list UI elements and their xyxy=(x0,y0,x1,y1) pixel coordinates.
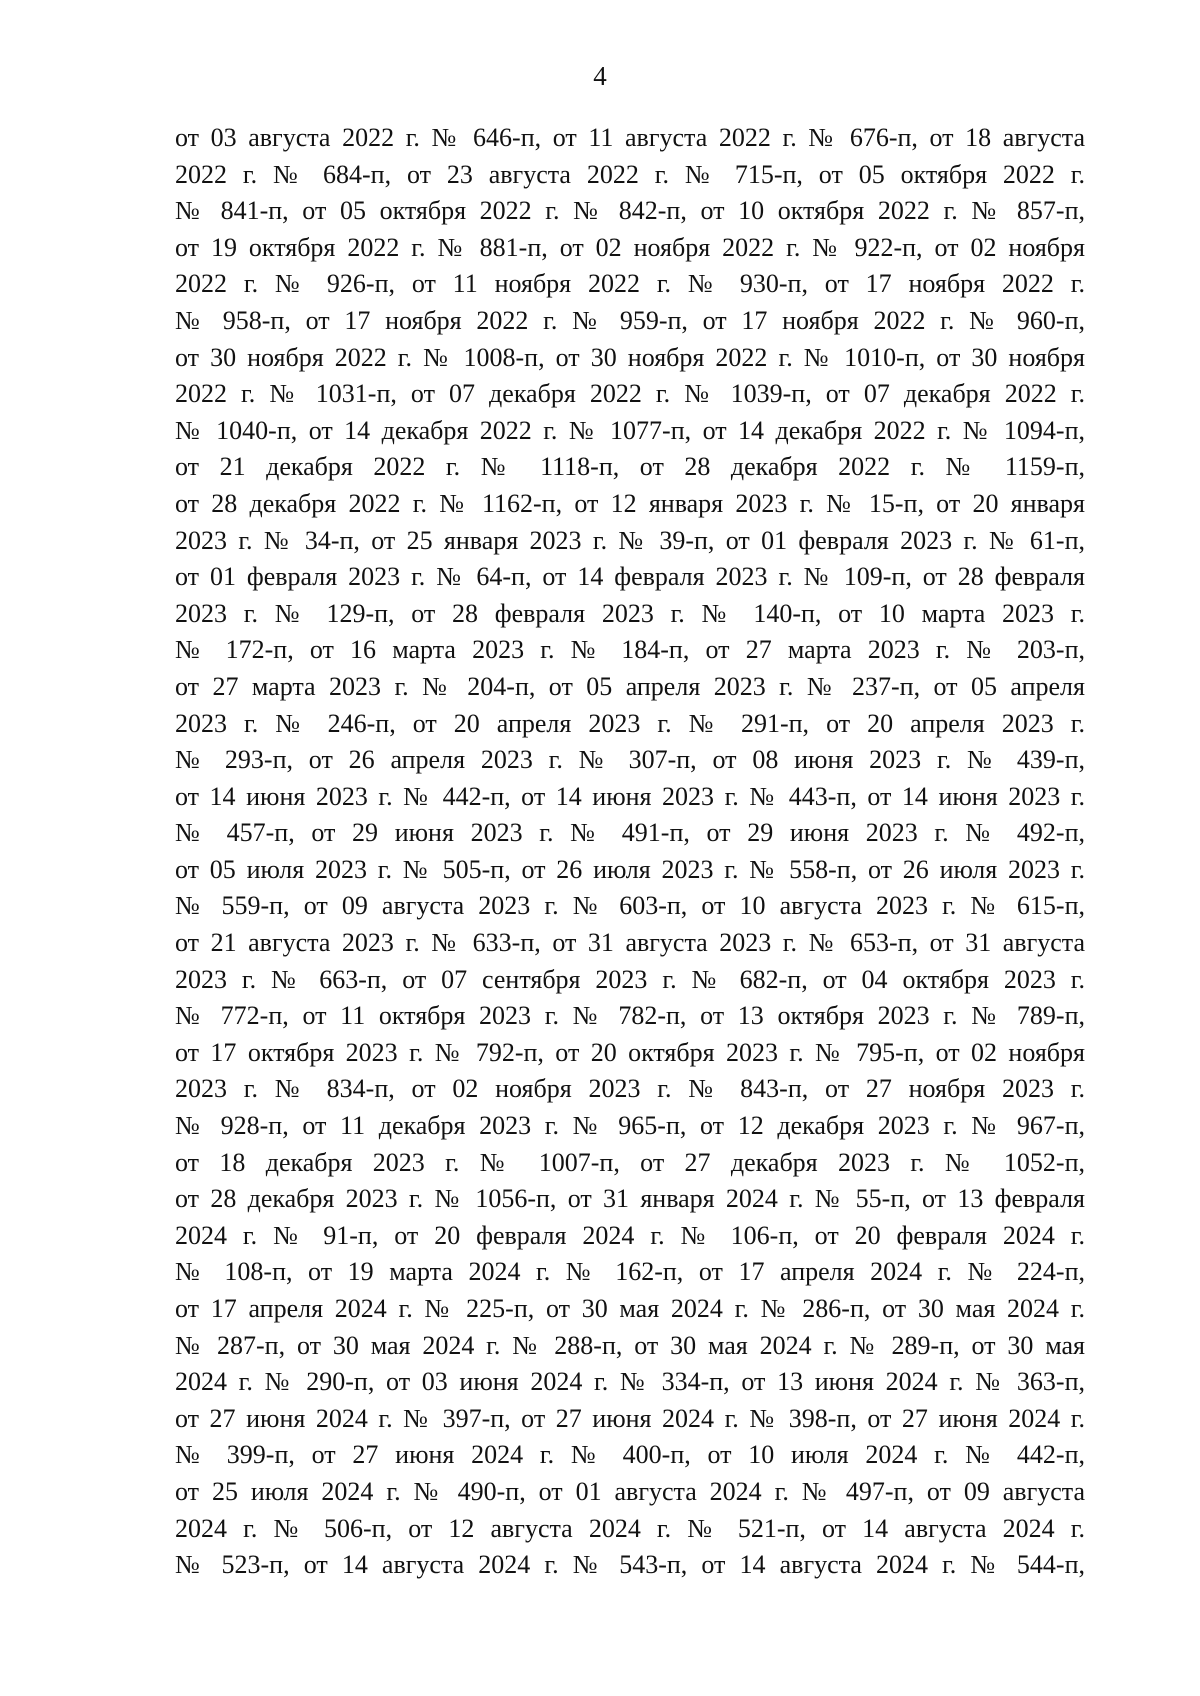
text-line: от 21 августа 2023 г. № 633-п, от 31 августа 2023 г. № 653-п, от 31 августа xyxy=(175,928,1085,958)
text-line: от 05 июля 2023 г. № 505-п, от 26 июля 2023 г. № 558-п, от 26 июля 2023 г. xyxy=(175,854,1085,884)
text-line: № 108-п, от 19 марта 2024 г. № 162-п, от 17 апреля 2024 г. № 224-п, xyxy=(175,1257,1085,1287)
text-line: № 287-п, от 30 мая 2024 г. № 288-п, от 30 мая 2024 г. № 289-п, от 30 мая xyxy=(175,1330,1085,1360)
text-line: 2024 г. № 91-п, от 20 февраля 2024 г. № 106-п, от 20 февраля 2024 г. xyxy=(175,1220,1085,1250)
text-line: № 958-п, от 17 ноября 2022 г. № 959-п, от 17 ноября 2022 г. № 960-п, xyxy=(175,305,1085,335)
text-line: от 01 февраля 2023 г. № 64-п, от 14 февраля 2023 г. № 109-п, от 28 февраля xyxy=(175,562,1085,592)
page-number: 4 xyxy=(593,61,607,91)
text-line: 2024 г. № 290-п, от 03 июня 2024 г. № 334-п, от 13 июня 2024 г. № 363-п, xyxy=(175,1367,1085,1397)
text-line: от 14 июня 2023 г. № 442-п, от 14 июня 2023 г. № 443-п, от 14 июня 2023 г. xyxy=(175,781,1085,811)
text-line: от 18 декабря 2023 г. № 1007-п, от 27 декабря 2023 г. № 1052-п, xyxy=(175,1147,1085,1177)
text-line: № 1040-п, от 14 декабря 2022 г. № 1077-п, от 14 декабря 2022 г. № 1094-п, xyxy=(175,415,1085,445)
text-line: от 21 декабря 2022 г. № 1118-п, от 28 декабря 2022 г. № 1159-п, xyxy=(175,452,1085,482)
text-line: от 25 июля 2024 г. № 490-п, от 01 августа 2024 г. № 497-п, от 09 августа xyxy=(175,1476,1085,1506)
text-line: 2022 г. № 684-п, от 23 августа 2022 г. № 715-п, от 05 октября 2022 г. xyxy=(175,159,1085,189)
text-line: 2022 г. № 926-п, от 11 ноября 2022 г. № 930-п, от 17 ноября 2022 г. xyxy=(175,269,1085,299)
text-line: № 928-п, от 11 декабря 2023 г. № 965-п, от 12 декабря 2023 г. № 967-п, xyxy=(175,1111,1085,1141)
text-line: 2022 г. № 1031-п, от 07 декабря 2022 г. № 1039-п, от 07 декабря 2022 г. xyxy=(175,379,1085,409)
text-line: 2023 г. № 34-п, от 25 января 2023 г. № 39-п, от 01 февраля 2023 г. № 61-п, xyxy=(175,525,1085,555)
text-line: № 399-п, от 27 июня 2024 г. № 400-п, от 10 июля 2024 г. № 442-п, xyxy=(175,1440,1085,1470)
text-line: от 17 апреля 2024 г. № 225-п, от 30 мая 2024 г. № 286-п, от 30 мая 2024 г. xyxy=(175,1294,1085,1323)
text-line: 2024 г. № 506-п, от 12 августа 2024 г. № 521-п, от 14 августа 2024 г. xyxy=(175,1513,1085,1543)
text-line: № 457-п, от 29 июня 2023 г. № 491-п, от 29 июня 2023 г. № 492-п, xyxy=(175,818,1085,848)
text-line: от 28 декабря 2022 г. № 1162-п, от 12 января 2023 г. № 15-п, от 20 января xyxy=(175,488,1085,518)
body-text xyxy=(175,120,1085,1584)
text-line: № 172-п, от 16 марта 2023 г. № 184-п, от 27 марта 2023 г. № 203-п, xyxy=(175,635,1085,665)
text-line: № 559-п, от 09 августа 2023 г. № 603-п, от 10 августа 2023 г. № 615-п, xyxy=(175,891,1085,921)
text-line: от 19 октября 2022 г. № 881-п, от 02 ноября 2022 г. № 922-п, от 02 ноября xyxy=(175,232,1085,262)
text-line: № 293-п, от 26 апреля 2023 г. № 307-п, от 08 июня 2023 г. № 439-п, xyxy=(175,745,1085,775)
text-line: от 17 октября 2023 г. № 792-п, от 20 октября 2023 г. № 795-п, от 02 ноября xyxy=(175,1037,1085,1067)
text-line: 2023 г. № 129-п, от 28 февраля 2023 г. № 140-п, от 10 марта 2023 г. xyxy=(175,598,1085,628)
text-line: от 27 июня 2024 г. № 397-п, от 27 июня 2024 г. № 398-п, от 27 июня 2024 г. xyxy=(175,1403,1085,1433)
text-line: от 27 марта 2023 г. № 204-п, от 05 апреля 2023 г. № 237-п, от 05 апреля xyxy=(175,671,1085,701)
text-line: от 03 августа 2022 г. № 646-п, от 11 августа 2022 г. № 676-п, от 18 августа xyxy=(175,123,1085,152)
text-line: № 523-п, от 14 августа 2024 г. № 543-п, от 14 августа 2024 г. № 544-п, xyxy=(175,1550,1085,1580)
text-line: 2023 г. № 663-п, от 07 сентября 2023 г. № 682-п, от 04 октября 2023 г. xyxy=(175,964,1085,994)
text-line: 2023 г. № 834-п, от 02 ноября 2023 г. № 843-п, от 27 ноября 2023 г. xyxy=(175,1074,1085,1104)
text-line: № 841-п, от 05 октября 2022 г. № 842-п, от 10 октября 2022 г. № 857-п, xyxy=(175,196,1085,226)
text-line: № 772-п, от 11 октября 2023 г. № 782-п, от 13 октября 2023 г. № 789-п, xyxy=(175,1001,1085,1031)
text-line: от 30 ноября 2022 г. № 1008-п, от 30 ноября 2022 г. № 1010-п, от 30 ноября xyxy=(175,342,1085,372)
text-line: от 28 декабря 2023 г. № 1056-п, от 31 января 2024 г. № 55-п, от 13 февраля xyxy=(175,1184,1085,1214)
text-line: 2023 г. № 246-п, от 20 апреля 2023 г. № 291-п, от 20 апреля 2023 г. xyxy=(175,708,1085,738)
